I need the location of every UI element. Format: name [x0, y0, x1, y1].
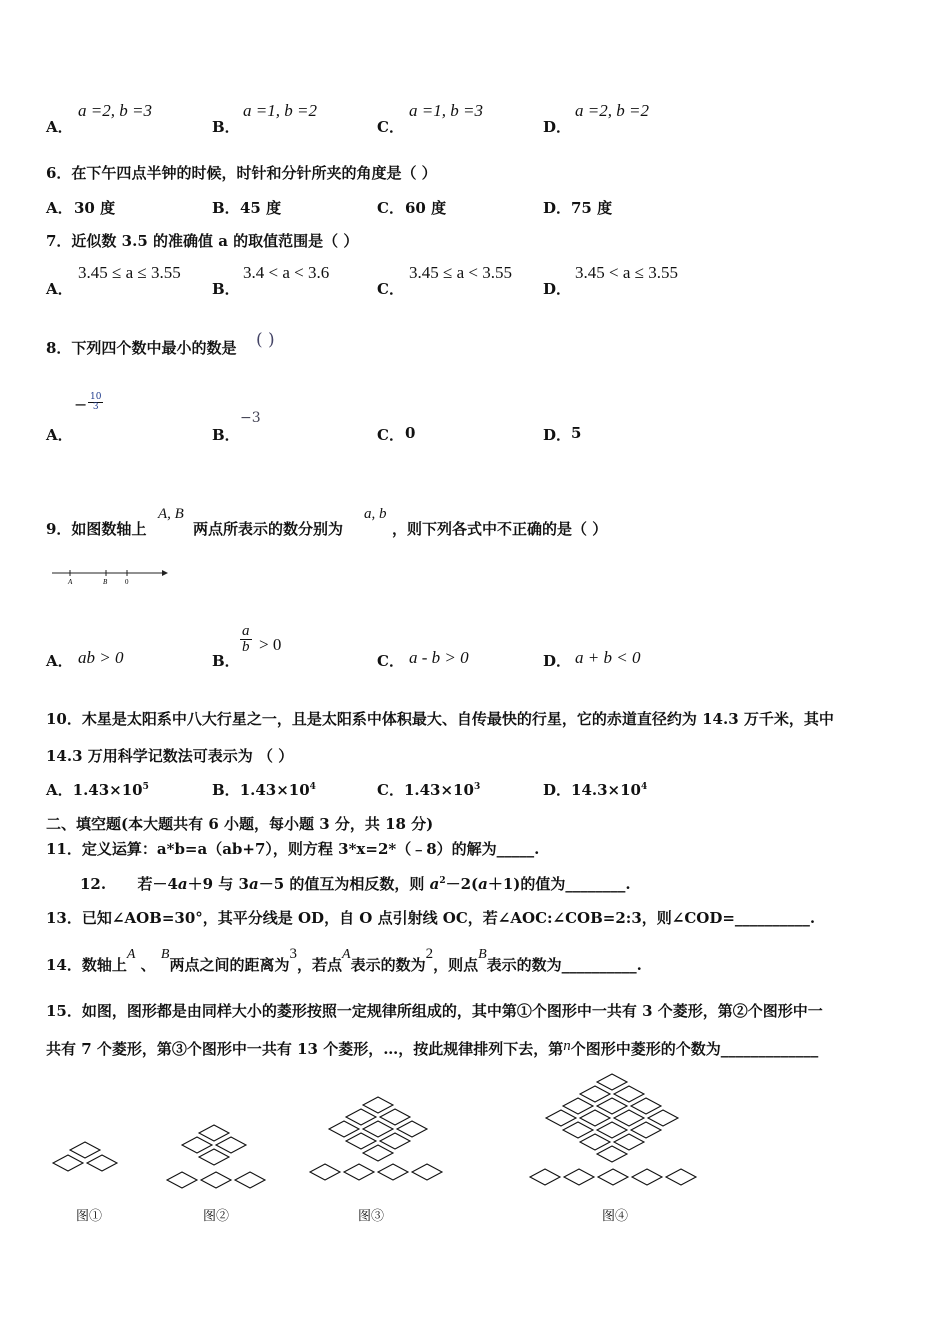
q8-option-a-numerator: 10: [90, 392, 102, 402]
q10-option-a-label: A．: [46, 781, 73, 799]
q5-option-b-math: a =1, b =2: [243, 101, 317, 120]
q9-stem-start: 9．如图数轴上: [46, 520, 147, 538]
q12-var-1: a: [177, 875, 188, 893]
q9-option-b-rest: > 0: [259, 635, 282, 654]
q7-option-d-math: 3.45 < a ≤ 3.55: [575, 263, 678, 282]
q12-var-2: a: [248, 875, 259, 893]
q10-option-c-label: C．: [377, 781, 404, 799]
q9-option-c-label: C．: [377, 652, 404, 670]
caption-figure-1: 图①: [76, 1209, 103, 1224]
q14-part-k: ，则点: [433, 956, 479, 974]
q9-option-b-fraction: [240, 624, 252, 655]
q11: 11．定义运算：a*b=a（ab+7），则方程 3*x=2*（﹣8）的解为_____.: [46, 840, 540, 858]
q8-stem: 8．下列四个数中最小的数是: [46, 339, 237, 357]
q6-option-d-label: D．: [543, 199, 572, 217]
q12-number: 12.: [80, 875, 107, 893]
q9-option-b-denominator: b: [242, 639, 250, 655]
q10-option-d-exp: 4: [641, 782, 648, 792]
q14-point-a-2: A: [342, 947, 351, 962]
caption-figure-2: 图②: [203, 1209, 230, 1224]
q8-option-a-sign: −: [74, 395, 88, 414]
q14-distance: 3: [289, 946, 297, 962]
q5-option-d-math: a =2, b =2: [575, 101, 649, 120]
q7-option-c-math: 3.45 ≤ a < 3.55: [409, 263, 512, 282]
q6-option-d-text: 75 度: [571, 199, 613, 217]
q6-option-a-text: 30 度: [74, 199, 116, 217]
figure-3: [310, 1097, 442, 1180]
q7-option-a-label: A．: [46, 280, 73, 298]
q10-option-c-exp: 3: [473, 782, 481, 792]
q9-number-line: [50, 565, 170, 587]
q8-option-a-label: A．: [46, 426, 73, 444]
q12: [80, 873, 631, 894]
q9-stem-end: ，则下列各式中不正确的是（ ）: [392, 520, 608, 538]
q5-option-a-math: a =2, b =3: [78, 101, 152, 120]
q14-sep: 、: [140, 956, 156, 974]
q14: [46, 946, 642, 975]
number-line-arrow: [162, 570, 168, 576]
q10-line1: 10．木星是太阳系中八大行星之一，且是太阳系中体积最大、自传最快的行星，它的赤道直径约为 14.3 万千米，其中: [46, 710, 834, 728]
q10-option-d: [543, 779, 647, 800]
figure-1: [53, 1142, 117, 1171]
q8-option-a-denominator: 3: [92, 402, 99, 412]
q10-option-a-base: 1.43×10: [72, 781, 143, 799]
q10-option-b-label: B．: [212, 781, 240, 799]
q12-var-4: a: [478, 875, 488, 893]
q6-stem: 6．在下午四点半钟的时候，时针和分针所夹的角度是（ ）: [46, 164, 437, 182]
q8-option-c-label: C．: [377, 426, 404, 444]
q12-part-f: －5 的值互为相反数，则: [258, 875, 430, 893]
q15-line2-end: 个图形中菱形的个数为_____________: [570, 1040, 819, 1058]
q9-option-d-math: a + b < 0: [575, 648, 641, 667]
q10-option-c-base: 1.43×10: [403, 781, 474, 799]
q9-option-a-label: A．: [46, 652, 73, 670]
q10-option-a: [46, 779, 149, 800]
q6-option-c-text: 60 度: [405, 199, 447, 217]
q6-option-a-label: A．: [46, 199, 73, 217]
axis-label-b: B: [103, 578, 108, 586]
q9-option-b-label: B．: [212, 652, 240, 670]
figure-2: [167, 1125, 265, 1188]
q12-part-i: －2(: [445, 875, 479, 893]
q7-stem: 7．近似数 3.5 的准确值 a 的取值范围是（ ）: [46, 232, 359, 250]
q15-line1: 15．如图，图形都是由同样大小的菱形按照一定规律所组成的，其中第①个图形中一共有 3 个菱形，第②个图形中一: [46, 1002, 823, 1020]
q9-option-b-numerator: a: [242, 623, 250, 639]
q6-option-c-label: C．: [377, 199, 404, 217]
q10-option-a-exp: 5: [142, 782, 149, 792]
q14-point-a: A: [126, 947, 136, 962]
q7-option-c-label: C．: [377, 280, 404, 298]
q10-option-d-label: D．: [543, 781, 572, 799]
q14-point-b-2: B: [478, 947, 487, 962]
q10-option-b-exp: 4: [309, 782, 316, 792]
q12-part-k: ＋1)的值为________.: [487, 875, 631, 893]
q9-vars: a, b: [364, 506, 387, 522]
axis-label-a: A: [68, 578, 73, 586]
q14-part-e: 两点之间的距离为: [169, 956, 290, 974]
q8-option-c-text: 0: [405, 424, 416, 442]
q5-option-c-math: a =1, b =3: [409, 101, 483, 120]
section-2-heading: 二、填空题(本大题共有 6 小题，每小题 3 分，共 18 分): [46, 815, 434, 833]
q12-part-d: ＋9 与 3: [187, 875, 249, 893]
q10-option-d-base: 14.3×10: [571, 781, 641, 799]
q9-option-c-math: a - b > 0: [409, 648, 469, 667]
q5-option-c-label: C．: [377, 118, 404, 136]
q7-option-b-label: B．: [212, 280, 240, 298]
q9-option-a-math: ab > 0: [78, 648, 124, 667]
q14-part-g: ，若点: [297, 956, 343, 974]
q10-option-b-base: 1.43×10: [239, 781, 310, 799]
q15-rhombus-figures: [0, 1060, 950, 1240]
axis-label-zero: 0: [125, 578, 129, 586]
q10-line2: 14.3 万用科学记数法可表示为 （ ）: [46, 747, 294, 765]
q7-option-a-math: 3.45 ≤ a ≤ 3.55: [78, 263, 181, 282]
q5-option-b-label: B．: [212, 118, 240, 136]
q14-part-a: 14．数轴上: [46, 956, 127, 974]
q14-part-i: 表示的数为: [350, 956, 426, 974]
q8-paren: ( ): [256, 330, 275, 350]
q10-option-c: [377, 779, 480, 800]
caption-figure-3: 图③: [358, 1209, 385, 1224]
q8-option-d-text: 5: [571, 424, 582, 442]
q9-option-d-label: D．: [543, 652, 572, 670]
q8-option-a-fraction: [88, 393, 103, 412]
q15-n: n: [563, 1038, 571, 1054]
figure-4: [530, 1074, 696, 1185]
q12-exponent: 2: [439, 876, 446, 886]
q14-part-m: 表示的数为__________.: [486, 956, 642, 974]
q9-points: A, B: [158, 506, 184, 522]
q8-option-d-label: D．: [543, 426, 572, 444]
q8-option-b-math: −3: [240, 410, 261, 426]
caption-figure-4: 图④: [602, 1209, 629, 1224]
q15-line2-start: 共有 7 个菱形，第③个图形中一共有 13 个菱形，…，按此规律排列下去，第: [46, 1040, 564, 1058]
q13: 13．已知∠AOB=30°，其平分线是 OD，自 O 点引射线 OC，若∠AOC:∠COB=2:3，则∠COD=__________.: [46, 909, 816, 927]
q14-point-b: B: [160, 947, 170, 962]
q9-stem-middle: 两点所表示的数分别为: [193, 520, 344, 538]
q12-var-3: a: [429, 875, 440, 893]
q7-option-b-math: 3.4 < a < 3.6: [243, 263, 330, 282]
q10-option-b: [212, 779, 316, 800]
q15-line2: [46, 1038, 818, 1059]
q12-part-b: 若－4: [137, 875, 178, 893]
q7-option-d-label: D．: [543, 280, 572, 298]
q14-value: 2: [425, 946, 434, 962]
q8-option-b-label: B．: [212, 426, 240, 444]
q6-option-b-text: 45 度: [240, 199, 282, 217]
q5-option-d-label: D．: [543, 118, 572, 136]
q5-option-a-label: A．: [46, 118, 73, 136]
q6-option-b-label: B．: [212, 199, 240, 217]
